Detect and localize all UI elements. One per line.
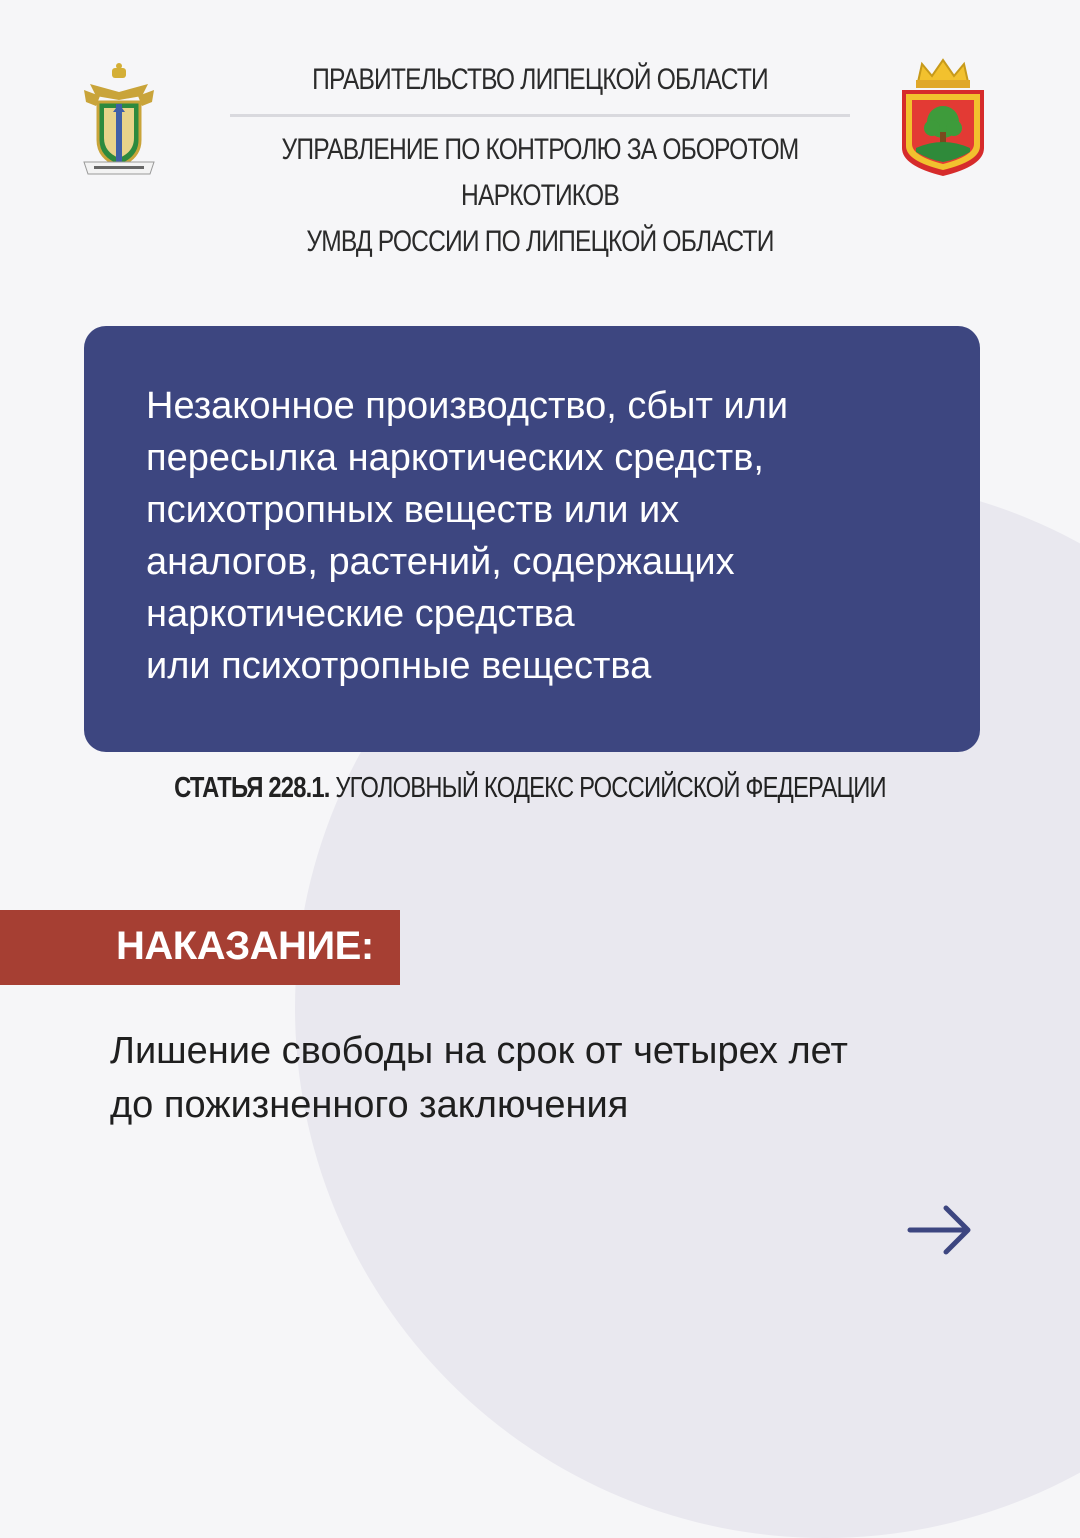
- offense-line: наркотические средства: [146, 593, 575, 635]
- ministry-title: УМВД РОССИИ ПО ЛИПЕЦКОЙ ОБЛАСТИ: [306, 225, 774, 258]
- government-title: ПРАВИТЕЛЬСТВО ЛИПЕЦКОЙ ОБЛАСТИ: [312, 63, 768, 96]
- arrow-right-icon[interactable]: [906, 1202, 974, 1258]
- penalty-line: Лишение свободы на срок от четырех лет: [110, 1030, 848, 1072]
- lipetsk-coat-of-arms-icon: [896, 56, 990, 178]
- penalty-line: до пожизненного заключения: [110, 1084, 629, 1126]
- penalty-label: [0, 910, 400, 985]
- header-divider: [230, 114, 850, 117]
- code-name: УГОЛОВНЫЙ КОДЕКС РОССИЙСКОЙ ФЕДЕРАЦИИ: [335, 772, 886, 804]
- offense-line: пересылка наркотических средств,: [146, 437, 764, 479]
- penalty-label-text: НАКАЗАНИЕ:: [116, 924, 374, 968]
- penalty-description: [110, 1024, 1010, 1132]
- offense-line: Незаконное производство, сбыт или: [146, 385, 789, 427]
- department-title: УПРАВЛЕНИЕ ПО КОНТРОЛЮ ЗА ОБОРОТОМ НАРКОТИКОВ: [281, 133, 799, 212]
- header: [200, 60, 880, 265]
- offense-description: [146, 380, 926, 692]
- offense-line: психотропных веществ или их: [146, 489, 680, 531]
- article-caption: [0, 772, 1060, 805]
- offense-line: или психотропные вещества: [146, 645, 652, 687]
- police-emblem-icon: [80, 62, 158, 180]
- offense-line: аналогов, растений, содержащих: [146, 541, 735, 583]
- article-number: СТАТЬЯ 228.1.: [174, 772, 330, 804]
